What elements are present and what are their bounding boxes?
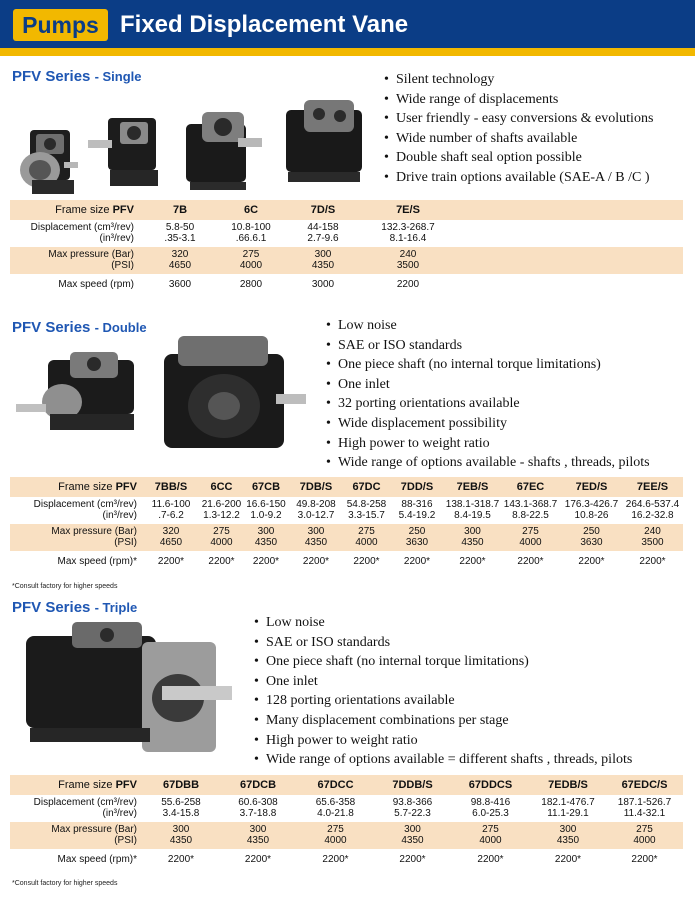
frame-header: 7ED/S bbox=[561, 477, 622, 497]
feature-item: • One inlet bbox=[254, 672, 632, 692]
single-pump-photo-large bbox=[176, 108, 266, 194]
table-cell: 2200* bbox=[530, 849, 606, 869]
frame-size-label: Frame size PFV bbox=[10, 775, 143, 795]
series-name: PFV Series bbox=[12, 68, 91, 85]
table-cell: .7-6.2 bbox=[143, 510, 199, 524]
displacement-unit-label: (in³/rev) bbox=[10, 808, 143, 822]
single-feature-list bbox=[384, 70, 653, 188]
single-pump-photo-medium bbox=[84, 112, 172, 194]
table-cell: 2200 bbox=[364, 274, 452, 294]
feature-item: • Low noise bbox=[326, 316, 650, 336]
series-name: PFV Series bbox=[12, 319, 91, 336]
pressure-unit-label: (PSI) bbox=[10, 260, 140, 274]
frame-header: 6CC bbox=[199, 477, 244, 497]
series-name: PFV Series bbox=[12, 599, 91, 616]
table-cell: 2.7-9.6 bbox=[282, 233, 364, 247]
frame-header: 67EDC/S bbox=[606, 775, 683, 795]
table-cell: 60.6-308 bbox=[219, 795, 297, 808]
table-cell: 250 bbox=[389, 524, 445, 537]
table-cell: 4000 bbox=[500, 537, 561, 551]
displacement-unit-label: (in³/rev) bbox=[10, 233, 140, 247]
displacement-label: Displacement (cm³/rev) bbox=[10, 220, 140, 233]
table-cell: 300 bbox=[244, 524, 288, 537]
double-spec-table bbox=[10, 477, 683, 571]
frame-header: 67EC bbox=[500, 477, 561, 497]
table-cell: 2200* bbox=[244, 551, 288, 571]
feature-item: • Wide number of shafts available bbox=[384, 129, 653, 149]
table-cell: 2200* bbox=[561, 551, 622, 571]
table-cell: 2200* bbox=[622, 551, 683, 571]
table-cell: 3500 bbox=[622, 537, 683, 551]
frame-header: 67DBB bbox=[143, 775, 219, 795]
table-cell: 3600 bbox=[140, 274, 220, 294]
table-cell: 275 bbox=[606, 822, 683, 835]
feature-item: • Wide range of displacements bbox=[384, 90, 653, 110]
feature-item: • Wide range of options available - shafts , threads, pilots bbox=[326, 453, 650, 473]
table-cell: 4350 bbox=[288, 537, 344, 551]
displacement-unit-label: (in³/rev) bbox=[10, 510, 143, 524]
table-cell: 21.6-200 bbox=[199, 497, 244, 510]
frame-header: 67DC bbox=[344, 477, 389, 497]
table-cell: 275 bbox=[344, 524, 389, 537]
frame-header: 7EB/S bbox=[445, 477, 500, 497]
table-cell: 3.4-15.8 bbox=[143, 808, 219, 822]
feature-item: • SAE or ISO standards bbox=[254, 633, 632, 653]
table-cell: 182.1-476.7 bbox=[530, 795, 606, 808]
header-stripe bbox=[0, 48, 695, 56]
pressure-unit-label: (PSI) bbox=[10, 835, 143, 849]
table-cell: 88-316 bbox=[389, 497, 445, 510]
table-cell: 44-158 bbox=[282, 220, 364, 233]
table-cell: 4350 bbox=[530, 835, 606, 849]
single-series-title bbox=[12, 68, 142, 85]
table-cell: 4350 bbox=[282, 260, 364, 274]
triple-footnote: *Consult factory for higher speeds bbox=[12, 880, 118, 887]
frame-header: 7EDB/S bbox=[530, 775, 606, 795]
feature-item: • User friendly - easy conversions & evolutions bbox=[384, 109, 653, 129]
table-cell: 300 bbox=[282, 247, 364, 260]
table-cell: 2200* bbox=[606, 849, 683, 869]
frame-header: 6C bbox=[220, 200, 282, 220]
frame-header: 7DB/S bbox=[288, 477, 344, 497]
frame-header: 67DCB bbox=[219, 775, 297, 795]
table-cell: 2200* bbox=[297, 849, 374, 869]
series-subtitle: - Triple bbox=[94, 600, 138, 615]
speed-label: Max speed (rpm) bbox=[10, 274, 140, 294]
pressure-label: Max pressure (Bar) bbox=[10, 524, 143, 537]
table-cell: 143.1-368.7 bbox=[500, 497, 561, 510]
table-cell: 2200* bbox=[344, 551, 389, 571]
feature-item: • One piece shaft (no internal torque limitations) bbox=[254, 652, 632, 672]
table-cell: 4350 bbox=[244, 537, 288, 551]
feature-item: • Double shaft seal option possible bbox=[384, 148, 653, 168]
table-cell: 250 bbox=[561, 524, 622, 537]
feature-item: • One piece shaft (no internal torque limitations) bbox=[326, 355, 650, 375]
table-cell: 3630 bbox=[389, 537, 445, 551]
table-cell: 275 bbox=[451, 822, 530, 835]
table-cell: 300 bbox=[288, 524, 344, 537]
table-cell: 275 bbox=[199, 524, 244, 537]
frame-header: 7BB/S bbox=[143, 477, 199, 497]
table-cell: 2200* bbox=[219, 849, 297, 869]
feature-item: • 128 porting orientations available bbox=[254, 691, 632, 711]
table-cell: 275 bbox=[297, 822, 374, 835]
table-cell: 4000 bbox=[451, 835, 530, 849]
table-cell: 5.4-19.2 bbox=[389, 510, 445, 524]
frame-header: 7B bbox=[140, 200, 220, 220]
frame-header: 7D/S bbox=[282, 200, 364, 220]
table-cell: 300 bbox=[445, 524, 500, 537]
table-cell: 176.3-426.7 bbox=[561, 497, 622, 510]
table-cell: 4650 bbox=[140, 260, 220, 274]
table-cell: 187.1-526.7 bbox=[606, 795, 683, 808]
table-cell: 2200* bbox=[374, 849, 451, 869]
displacement-label: Displacement (cm³/rev) bbox=[10, 795, 143, 808]
table-cell: 3.0-12.7 bbox=[288, 510, 344, 524]
series-subtitle: - Double bbox=[94, 320, 147, 335]
single-pump-photo-xlarge bbox=[274, 96, 372, 186]
frame-header: 7DDB/S bbox=[374, 775, 451, 795]
table-cell: 6.0-25.3 bbox=[451, 808, 530, 822]
table-cell: 98.8-416 bbox=[451, 795, 530, 808]
table-cell: 3000 bbox=[282, 274, 364, 294]
table-cell: 11.1-29.1 bbox=[530, 808, 606, 822]
table-cell: 2200* bbox=[445, 551, 500, 571]
speed-label: Max speed (rpm)* bbox=[10, 849, 143, 869]
table-cell: 240 bbox=[622, 524, 683, 537]
single-pump-photo-small bbox=[10, 122, 86, 200]
table-cell: 1.3-12.2 bbox=[199, 510, 244, 524]
table-cell: 4000 bbox=[344, 537, 389, 551]
table-cell: 8.1-16.4 bbox=[364, 233, 452, 247]
feature-item: • SAE or ISO standards bbox=[326, 336, 650, 356]
double-feature-list bbox=[326, 316, 650, 473]
table-cell: 8.8-22.5 bbox=[500, 510, 561, 524]
frame-size-label: Frame size PFV bbox=[10, 477, 143, 497]
feature-item: • Drive train options available (SAE-A / B /C ) bbox=[384, 168, 653, 188]
table-cell: 300 bbox=[374, 822, 451, 835]
table-cell: 55.6-258 bbox=[143, 795, 219, 808]
table-cell: .66.6.1 bbox=[220, 233, 282, 247]
table-cell: 4350 bbox=[374, 835, 451, 849]
feature-item: • Wide displacement possibility bbox=[326, 414, 650, 434]
feature-item: • High power to weight ratio bbox=[326, 434, 650, 454]
table-cell: 10.8-100 bbox=[220, 220, 282, 233]
triple-series-title bbox=[12, 599, 137, 616]
page-header bbox=[0, 0, 695, 56]
triple-pump-photo bbox=[12, 618, 244, 754]
table-cell: 4.0-21.8 bbox=[297, 808, 374, 822]
double-series-title bbox=[12, 319, 147, 336]
table-cell: 2200* bbox=[500, 551, 561, 571]
table-cell: 2200* bbox=[389, 551, 445, 571]
table-cell: 2200* bbox=[143, 551, 199, 571]
pressure-label: Max pressure (Bar) bbox=[10, 822, 143, 835]
table-cell: 275 bbox=[220, 247, 282, 260]
table-cell: 240 bbox=[364, 247, 452, 260]
table-cell: 11.6-100 bbox=[143, 497, 199, 510]
table-cell: 10.8-26 bbox=[561, 510, 622, 524]
table-cell: 4000 bbox=[297, 835, 374, 849]
series-subtitle: - Single bbox=[94, 69, 142, 84]
table-cell: 3.3-15.7 bbox=[344, 510, 389, 524]
pressure-label: Max pressure (Bar) bbox=[10, 247, 140, 260]
table-cell: 320 bbox=[140, 247, 220, 260]
single-spec-table bbox=[10, 200, 683, 294]
table-cell: 3630 bbox=[561, 537, 622, 551]
table-cell: 300 bbox=[143, 822, 219, 835]
triple-spec-table bbox=[10, 775, 683, 869]
displacement-label: Displacement (cm³/rev) bbox=[10, 497, 143, 510]
table-cell: 132.3-268.7 bbox=[364, 220, 452, 233]
pressure-unit-label: (PSI) bbox=[10, 537, 143, 551]
table-cell: 264.6-537.4 bbox=[622, 497, 683, 510]
table-cell: 4000 bbox=[606, 835, 683, 849]
double-footnote: *Consult factory for higher speeds bbox=[12, 583, 118, 590]
table-cell: 2200* bbox=[451, 849, 530, 869]
speed-label: Max speed (rpm)* bbox=[10, 551, 143, 571]
feature-item: • High power to weight ratio bbox=[254, 731, 632, 751]
table-cell: 16.2-32.8 bbox=[622, 510, 683, 524]
feature-item: • 32 porting orientations available bbox=[326, 394, 650, 414]
table-cell: 300 bbox=[530, 822, 606, 835]
table-cell: 3.7-18.8 bbox=[219, 808, 297, 822]
table-cell: 93.8-366 bbox=[374, 795, 451, 808]
table-cell: 54.8-258 bbox=[344, 497, 389, 510]
frame-header: 67DDCS bbox=[451, 775, 530, 795]
table-cell: 2200* bbox=[199, 551, 244, 571]
triple-feature-list bbox=[254, 613, 632, 770]
page-title: Fixed Displacement Vane bbox=[120, 11, 409, 38]
table-cell: 4000 bbox=[220, 260, 282, 274]
table-cell: 4350 bbox=[143, 835, 219, 849]
table-cell: 65.6-358 bbox=[297, 795, 374, 808]
feature-item: • Wide range of options available = different shafts , threads, pilots bbox=[254, 750, 632, 770]
table-cell: 2800 bbox=[220, 274, 282, 294]
frame-header: 7EE/S bbox=[622, 477, 683, 497]
table-cell: 4650 bbox=[143, 537, 199, 551]
table-cell: 3500 bbox=[364, 260, 452, 274]
feature-item: • Low noise bbox=[254, 613, 632, 633]
frame-size-label: Frame size PFV bbox=[10, 200, 140, 220]
table-cell: .35-3.1 bbox=[140, 233, 220, 247]
table-cell: 4000 bbox=[199, 537, 244, 551]
table-cell: 49.8-208 bbox=[288, 497, 344, 510]
feature-item: • Many displacement combinations per stage bbox=[254, 711, 632, 731]
table-cell: 5.7-22.3 bbox=[374, 808, 451, 822]
table-cell: 8.4-19.5 bbox=[445, 510, 500, 524]
table-cell: 2200* bbox=[288, 551, 344, 571]
feature-item: • Silent technology bbox=[384, 70, 653, 90]
table-cell: 300 bbox=[219, 822, 297, 835]
table-cell: 275 bbox=[500, 524, 561, 537]
table-cell: 5.8-50 bbox=[140, 220, 220, 233]
table-cell: 11.4-32.1 bbox=[606, 808, 683, 822]
table-cell: 1.0-9.2 bbox=[244, 510, 288, 524]
frame-header: 7DD/S bbox=[389, 477, 445, 497]
frame-header: 7E/S bbox=[364, 200, 452, 220]
category-badge: Pumps bbox=[13, 9, 108, 41]
table-cell: 16.6-150 bbox=[244, 497, 288, 510]
frame-header: 67CB bbox=[244, 477, 288, 497]
table-cell: 320 bbox=[143, 524, 199, 537]
table-cell: 4350 bbox=[219, 835, 297, 849]
double-pump-photo-small bbox=[14, 346, 154, 438]
table-cell: 2200* bbox=[143, 849, 219, 869]
feature-item: • One inlet bbox=[326, 375, 650, 395]
double-pump-photo-large bbox=[158, 332, 308, 460]
table-cell: 138.1-318.7 bbox=[445, 499, 500, 510]
table-cell: 4350 bbox=[445, 537, 500, 551]
frame-header: 67DCC bbox=[297, 775, 374, 795]
